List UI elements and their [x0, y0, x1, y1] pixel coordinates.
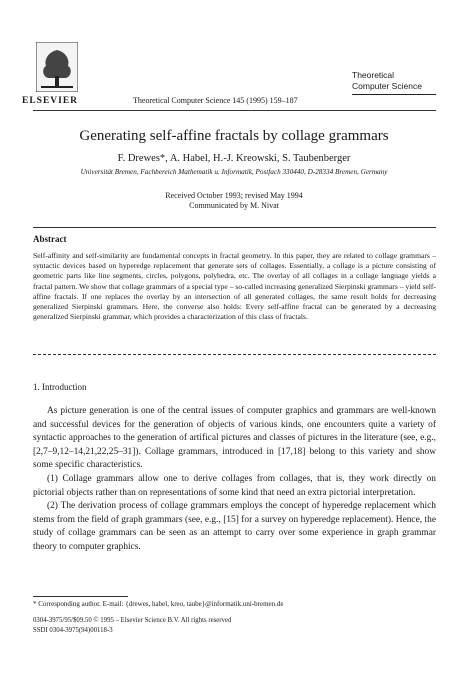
- journal-name-line1: Theoretical: [352, 70, 395, 80]
- header-divider: [33, 110, 436, 111]
- footnote-rule: [33, 596, 128, 597]
- corresponding-author-footnote: * Corresponding author. E-mail: {drewes, habel, kreo, taube}@informatik.uni-bremen.de: [33, 600, 284, 608]
- article-authors: F. Drewes*, A. Habel, H.-J. Kreowski, S. Taubenberger: [117, 153, 351, 164]
- journal-reference: Theoretical Computer Science 145 (1995) 159–187: [133, 96, 298, 105]
- abstract-text: Self-affinity and self-similarity are fundamental concepts in fractal geometry. In this paper, they are related to collage grammars – syntactic devices based on hyperedge replacement that generate sets of collages. Essentially, a collage is a picture consisting of geometric parts like line segments, circles, polygons, polyhedra, etc. The overlay of all collages in a collage language yields a fractal pattern. We show that collage grammars of a special type – so-called increasing generalized Sierpinski grammars – yield self-affine fractals. If one replaces the overlay by an intersection of all generated collages, the same result holds for decreasing generalized Sierpinski grammars. Here, the converse also holds: Every self-affine fractal can be generated by a decreasing generalized Sierpinski grammar, which provides a characterization of this class of fractals.: [33, 251, 436, 322]
- section-heading-introduction: 1. Introduction: [33, 382, 87, 392]
- intro-paragraph-2: (1) Collage grammars allow one to derive collages from collages, that is, they work directly on pictorial objects rather than on representations of some kind that need an extra pictorial interpretation.: [33, 473, 436, 498]
- ssdi-line: SSDI 0304-3975(94)00118-3: [33, 626, 113, 634]
- intro-paragraph-3: (2) The derivation process of collage grammars employs the concept of hyperedge replacement which stems from the field of graph grammars (see, e.g., [15] for a survey on hyperedge replacement). Hence, the study of collage grammars can be seen as an attempt to carry over some experience in graph grammar theory to computer graphics.: [33, 501, 436, 552]
- publisher-name: ELSEVIER: [22, 96, 79, 106]
- intro-paragraph-1: As picture generation is one of the central issues of computer graphics and grammars are well-known and successful devices for the generation of objects of various kinds, one encounters quite a variety of syntactic approaches to the generation of artifical pictures and classes of pictures in the literature (see, e.g., [2,7–9,12–14,21,22,25–31]). Collage grammars, introduced in [17,18] belong to this variety and show some specific characteristics.: [33, 406, 436, 471]
- abstract-top-rule: [33, 227, 436, 228]
- article-title: Generating self-affine fractals by collage grammars: [79, 128, 389, 144]
- abstract-heading: Abstract: [33, 234, 67, 244]
- elsevier-tree-logo-icon: [36, 42, 78, 92]
- journal-name-rule: [352, 94, 436, 95]
- introduction-body: [33, 405, 436, 555]
- received-dates: [0, 191, 468, 211]
- copyright-line: 0304-3975/95/$09.50 © 1995 – Elsevier Science B.V. All rights reserved: [33, 617, 232, 624]
- communicated-line: Communicated by M. Nivat: [189, 201, 279, 210]
- abstract-bottom-rule: [33, 354, 436, 355]
- journal-name: [352, 70, 436, 92]
- received-line: Received October 1993; revised May 1994: [165, 191, 303, 200]
- author-affiliation: Universität Bremen, Fachbereich Mathematik u. Informatik, Postfach 330440, D-28334 Bremen, Germany: [80, 168, 388, 176]
- journal-name-line2: Computer Science: [352, 81, 422, 91]
- copyright-block: [33, 616, 231, 635]
